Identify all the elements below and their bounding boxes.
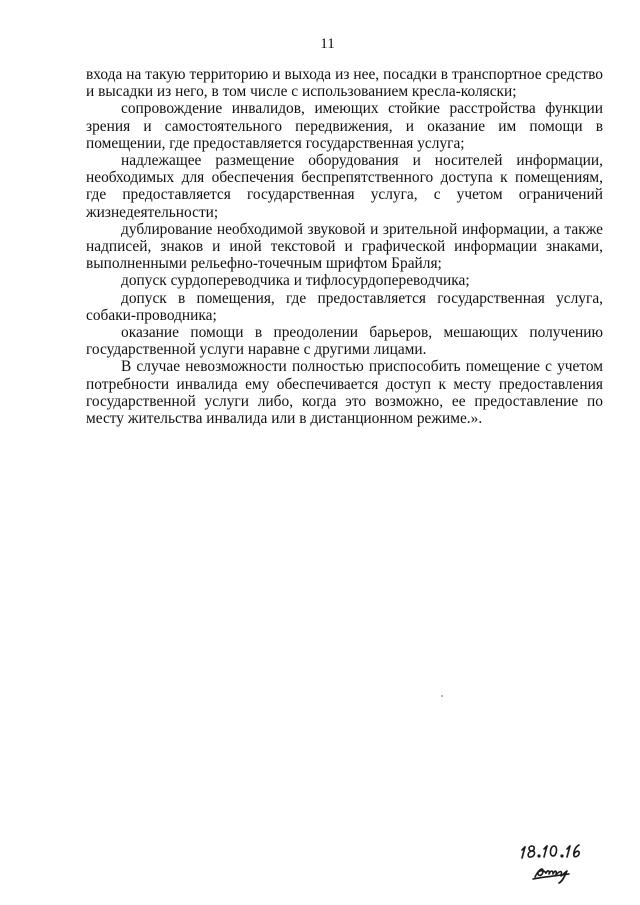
handwritten-date-initials (519, 841, 609, 885)
paragraph-escort: сопровождение инвалидов, имеющих стойкие расстройства функции зрения и самостоятельного передвижения, и оказание им помощи в помещении, где предоставляется государственная услуга; (86, 100, 603, 152)
paragraph-continuation: входа на такую территорию и выхода из нее, посадки в транспортное средство и высадки из него, в том числе с использованием кресла-коляски; (86, 66, 603, 101)
paragraph-remote-service: В случае невозможности полностью приспособить помещение с учетом потребности инвалида ему обеспечивается доступ к месту предоставления государственной услуги либо, когда это возможно, ее предоставление по месту жительства инвалида или в дистанционном режиме.». (86, 358, 603, 428)
paragraph-equipment-placement: надлежащее размещение оборудования и носителей информации, необходимых для обеспечения беспрепятственного доступа к помещениям, где предоставляется государственная услуга, с учетом ограничений жизнедеятельности; (86, 152, 603, 221)
paragraph-guide-dog: допуск в помещения, где предоставляется государственная услуга, собаки-проводника; (86, 289, 603, 324)
handwritten-mark-icon (519, 841, 609, 885)
paragraph-braille-duplication: дублирование необходимой звуковой и зрительной информации, а также надписей, знаков и иной текстовой и графической информации знаками, выполненными рельефно-точечным шрифтом Брайля; (86, 220, 603, 273)
paragraph-barrier-assistance: оказание помощи в преодолении барьеров, мешающих получению государственной услуги наравне с другими лицами. (86, 324, 603, 359)
scan-speck (441, 695, 443, 697)
page-number: 11 (320, 36, 335, 52)
paragraph-sign-interpreter: допуск сурдопереводчика и тифлосурдопереводчика; (121, 272, 470, 290)
document-body (86, 66, 603, 427)
